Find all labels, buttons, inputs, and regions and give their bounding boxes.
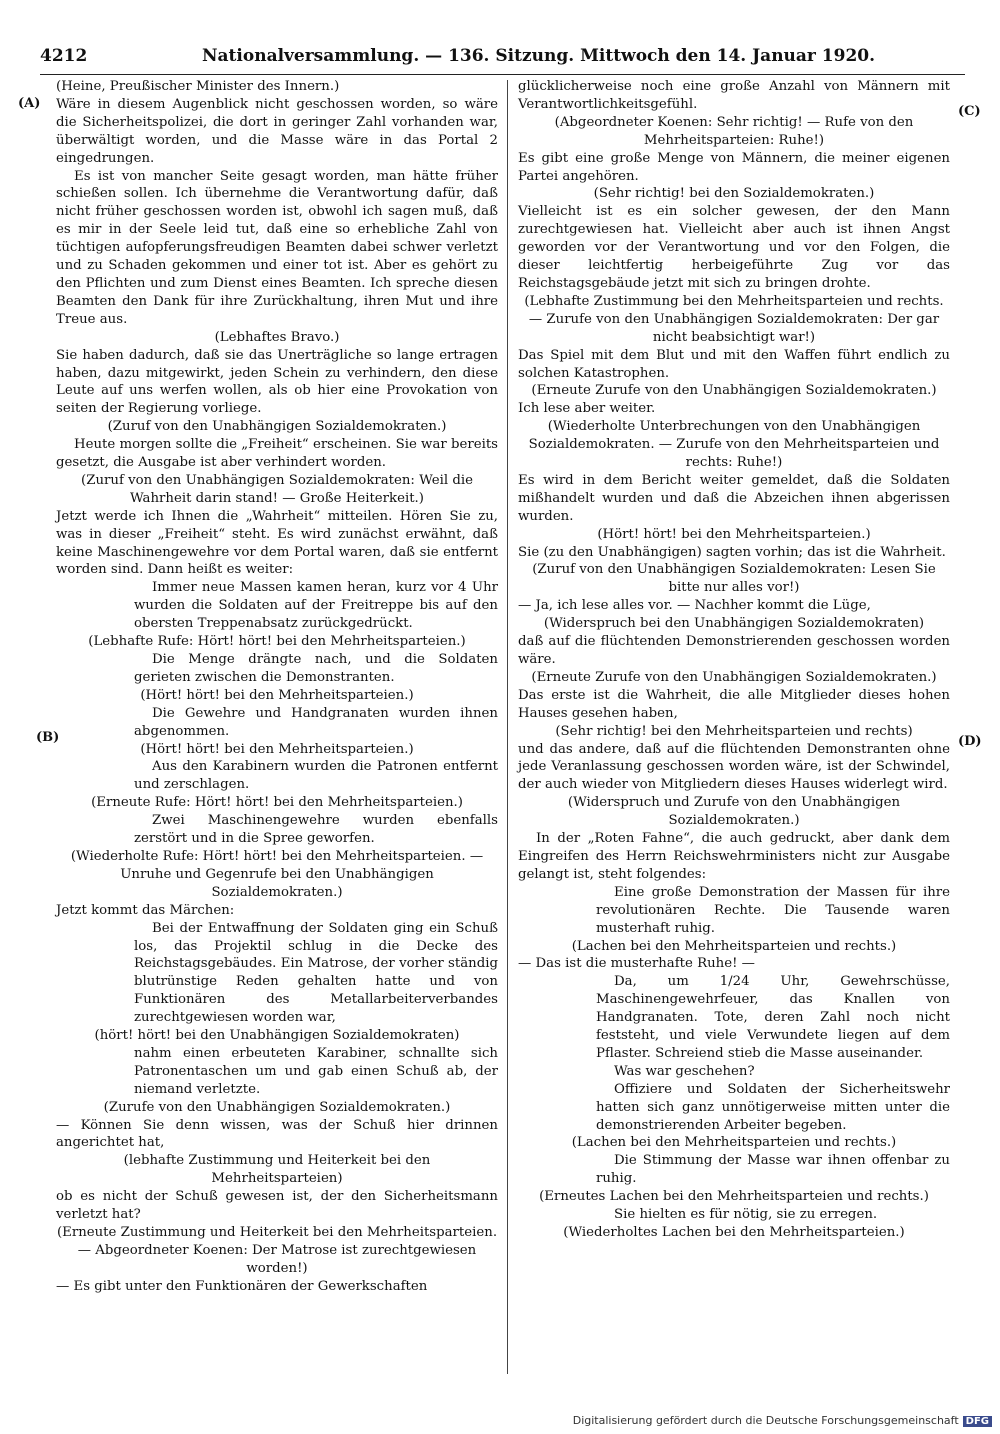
- margin-marker-b: (B): [36, 730, 60, 745]
- interjection: (Zuruf von den Unabhängigen Sozialdemokraten: Weil die Wahrheit darin stand! — Große Heiterkeit.): [81, 472, 473, 506]
- paragraph: Wäre in diesem Augenblick nicht geschossen worden, so wäre die Sicherheitspolizei, die dort in geringer Zahl vorhanden war, überwältigt worden, und die Masse wäre in das Portal 2 eingedrungen.: [56, 96, 498, 166]
- interjection: (Zurufe von den Unabhängigen Sozialdemokraten.): [103, 1099, 451, 1115]
- quoted-paragraph: Bei der Entwaffnung der Soldaten ging ein Schuß los, das Projektil schlug in die Decke des Reichstagsgebäudes. Ein Matrose, der vorher ständig blutrünstige Reden gehalten hatte und von Funktionären des Metallarbeiterverbandes zurechtgewiesen worden war,: [134, 920, 498, 1026]
- quoted-paragraph: Da, um 1/24 Uhr, Gewehrschüsse, Maschinengewehrfeuer, das Knallen von Handgranaten. Tote, deren Zahl noch nicht feststeht, und viele Verwundete liegen auf dem Pflaster. Schreiend stieb die Masse auseinander.: [596, 974, 950, 1061]
- interjection: (Lebhafte Zustimmung bei den Mehrheitsparteien und rechts. — Zurufe von den Unabhängigen Sozialdemokraten: Der gar nicht beabsichtigt war!): [524, 293, 944, 345]
- interjection: (Widerspruch und Zurufe von den Unabhängigen Sozialdemokraten.): [567, 795, 901, 829]
- paragraph: Vielleicht ist es ein solcher gewesen, der den Mann zurechtgewiesen hat. Vielleicht aber auch ist ihnen Angst geworden vor der Verantwortung und vor den Folgen, die dieser leichtfertig herbeigeführte Zug vor das Reichstagsgebäude jetzt mit sich zu bringen drohte.: [518, 204, 950, 291]
- left-column: [56, 78, 498, 1296]
- interjection: (Hört! hört! bei den Mehrheitsparteien.): [140, 687, 414, 703]
- page-number: 4212: [40, 46, 88, 66]
- dfg-logo: DFG: [963, 1416, 992, 1427]
- paragraph: Es wird in dem Bericht weiter gemeldet, daß die Soldaten mißhandelt wurden und daß die Abzeichen ihnen abgerissen wurden.: [518, 472, 950, 524]
- interjection: (Wiederholtes Lachen bei den Mehrheitsparteien.): [563, 1225, 905, 1240]
- interjection: (Sehr richtig! bei den Sozialdemokraten.): [593, 186, 875, 202]
- quoted-paragraph: Die Gewehre und Handgranaten wurden ihnen abgenommen.: [134, 705, 498, 739]
- quoted-paragraph: Die Stimmung der Masse war ihnen offenbar zu ruhig.: [596, 1153, 950, 1187]
- paragraph: Jetzt kommt das Märchen:: [56, 902, 235, 918]
- interjection: (lebhafte Zustimmung und Heiterkeit bei den Mehrheitsparteien): [123, 1153, 431, 1187]
- paragraph: — Können Sie denn wissen, was der Schuß hier drinnen angerichtet hat,: [56, 1117, 498, 1151]
- paragraph: (Heine, Preußischer Minister des Innern.): [56, 79, 340, 94]
- paragraph: glücklicherweise noch eine große Anzahl von Männern mit Verantwortlichkeitsgefühl.: [518, 79, 950, 112]
- quoted-paragraph: Offiziere und Soldaten der Sicherheitswehr hatten sich ganz unnötigerweise mitten unter die demonstrierenden Arbeiter begeben.: [596, 1081, 950, 1133]
- footer-credit: Digitalisierung gefördert durch die Deutsche Forschungsgemeinschaft: [572, 1414, 959, 1427]
- interjection: (Erneute Rufe: Hört! hört! bei den Mehrheitsparteien.): [91, 795, 463, 811]
- quoted-paragraph: Sie hielten es für nötig, sie zu erregen.: [614, 1207, 878, 1223]
- interjection: (Sehr richtig! bei den Mehrheitsparteien und rechts): [555, 723, 913, 739]
- interjection: (Erneute Zurufe von den Unabhängigen Sozialdemokraten.): [531, 383, 937, 399]
- paragraph: und das andere, daß auf die flüchtenden Demonstranten ohne jede Veranlassung geschossen worden wäre, ist der Schwindel, der auch wieder von Mitgliedern dieses Hauses widerlegt wird.: [518, 741, 950, 793]
- page-title: Nationalversammlung. — 136. Sitzung. Mittwoch den 14. Januar 1920.: [202, 46, 876, 66]
- paragraph: ob es nicht der Schuß gewesen ist, der den Sicherheitsmann verletzt hat?: [56, 1189, 498, 1223]
- quoted-paragraph: Zwei Maschinengewehre wurden ebenfalls zerstört und in die Spree geworfen.: [134, 813, 498, 847]
- footer: [573, 1414, 992, 1427]
- interjection: (Lachen bei den Mehrheitsparteien und rechts.): [571, 1135, 897, 1151]
- margin-marker-c: (C): [958, 104, 981, 119]
- paragraph: — Es gibt unter den Funktionären der Gewerkschaften: [56, 1278, 428, 1294]
- quoted-paragraph: Die Menge drängte nach, und die Soldaten gerieten zwischen die Demonstranten.: [134, 652, 498, 685]
- paragraph: Es gibt eine große Menge von Männern, die meiner eigenen Partei angehören.: [518, 150, 950, 184]
- margin-marker-d: (D): [958, 734, 982, 749]
- interjection: (Widerspruch bei den Unabhängigen Sozialdemokraten): [543, 616, 925, 632]
- interjection: (Lachen bei den Mehrheitsparteien und rechts.): [571, 938, 897, 954]
- interjection: (Hört! hört! bei den Mehrheitsparteien.): [597, 526, 871, 542]
- interjection: (Wiederholte Rufe: Hört! hört! bei den Mehrheitsparteien. — Unruhe und Gegenrufe bei den Unabhängigen Sozialdemokraten.): [70, 848, 484, 900]
- interjection: (Wiederholte Unterbrechungen von den Unabhängigen Sozialdemokraten. — Zurufe von den Mehrheitsparteien und rechts: Ruhe!): [528, 419, 940, 471]
- interjection: (Zuruf von den Unabhängigen Sozialdemokraten: Lesen Sie bitte nur alles vor!): [532, 562, 936, 596]
- interjection: (hört! hört! bei den Unabhängigen Sozialdemokraten): [94, 1028, 460, 1044]
- paragraph: Das erste ist die Wahrheit, die alle Mitglieder dieses hohen Hauses gesehen haben,: [518, 687, 950, 721]
- interjection: (Hört! hört! bei den Mehrheitsparteien.): [140, 741, 414, 757]
- interjection: (Erneutes Lachen bei den Mehrheitsparteien und rechts.): [539, 1189, 929, 1205]
- paragraph: Sie haben dadurch, daß sie das Unerträgliche so lange ertragen haben, dazu mitgewirkt, jeden Schein zu verhindern, den diese Leute auf uns werfen wollen, als ob hier eine Provokation von seiten der Regierung vorliege.: [56, 347, 498, 417]
- paragraph: daß auf die flüchtenden Demonstrierenden geschossen worden wäre.: [518, 634, 950, 667]
- interjection: (Lebhafte Rufe: Hört! hört! bei den Mehrheitsparteien.): [88, 634, 466, 650]
- paragraph: Jetzt werde ich Ihnen die „Wahrheit“ mitteilen. Hören Sie zu, was in dieser „Freiheit“ steht. Es wird zunächst erwähnt, daß keine Maschinengewehre vor dem Portal waren, daß sie entfernt worden sind. Dann heißt es weiter:: [56, 508, 498, 578]
- paragraph: Es ist von mancher Seite gesagt worden, man hätte früher schießen sollen. Ich übernehme die Verantwortung dafür, daß nicht früher geschossen worden ist, obwohl ich sagen muß, daß es mir in der Seele leid tut, daß eine so erhebliche Zahl von tüchtigen aufopferungsfreudigen Beamten dabei schwer verletzt und zu Schaden gekommen und einer tot ist. Aber es gehört zu den Pflichten und zum Dienst eines Beamten. Ich spreche diesen Beamten den Dank für ihre Zurückhaltung, ihren Mut und ihre Treue aus.: [56, 168, 498, 327]
- margin-marker-a: (A): [18, 96, 41, 111]
- column-divider: [507, 80, 508, 1374]
- quoted-paragraph: Aus den Karabinern wurden die Patronen entfernt und zerschlagen.: [134, 759, 498, 793]
- paragraph: Heute morgen sollte die „Freiheit“ erscheinen. Sie war bereits gesetzt, die Ausgabe ist aber verhindert worden.: [56, 437, 498, 471]
- interjection: (Lebhaftes Bravo.): [214, 329, 340, 345]
- paragraph: Sie (zu den Unabhängigen) sagten vorhin; das ist die Wahrheit.: [518, 544, 946, 560]
- paragraph: — Das ist die musterhafte Ruhe! —: [518, 956, 755, 972]
- right-column: [518, 78, 950, 1242]
- paragraph: — Ja, ich lese alles vor. — Nachher kommt die Lüge,: [518, 598, 871, 614]
- quoted-paragraph: Immer neue Massen kamen heran, kurz vor 4 Uhr wurden die Soldaten auf der Freitreppe bis auf den obersten Treppenabsatz zurückgedrückt.: [134, 580, 498, 632]
- interjection: (Zuruf von den Unabhängigen Sozialdemokraten.): [107, 419, 447, 435]
- quoted-paragraph: Was war geschehen?: [614, 1063, 755, 1079]
- quoted-paragraph: Eine große Demonstration der Massen für ihre revolutionären Rechte. Die Tausende waren musterhaft ruhig.: [596, 884, 950, 936]
- interjection: (Erneute Zurufe von den Unabhängigen Sozialdemokraten.): [531, 669, 937, 685]
- quoted-paragraph: nahm einen erbeuteten Karabiner, schnallte sich Patronentaschen um und gab einen Schuß ab, der niemand verletzte.: [134, 1045, 498, 1097]
- paragraph: In der „Roten Fahne“, die auch gedruckt, aber dank dem Eingreifen des Herrn Reichswehrministers nicht zur Ausgabe gelangt ist, steht folgendes:: [518, 831, 950, 882]
- paragraph: Das Spiel mit dem Blut und mit den Waffen führt endlich zu solchen Katastrophen.: [518, 347, 950, 381]
- interjection: (Erneute Zustimmung und Heiterkeit bei den Mehrheitsparteien. — Abgeordneter Koenen: Der Matrose ist zurechtgewiesen worden!): [56, 1225, 498, 1276]
- page-header: [40, 44, 965, 75]
- interjection: (Abgeordneter Koenen: Sehr richtig! — Rufe von den Mehrheitsparteien: Ruhe!): [554, 114, 914, 148]
- paragraph: Ich lese aber weiter.: [518, 401, 656, 417]
